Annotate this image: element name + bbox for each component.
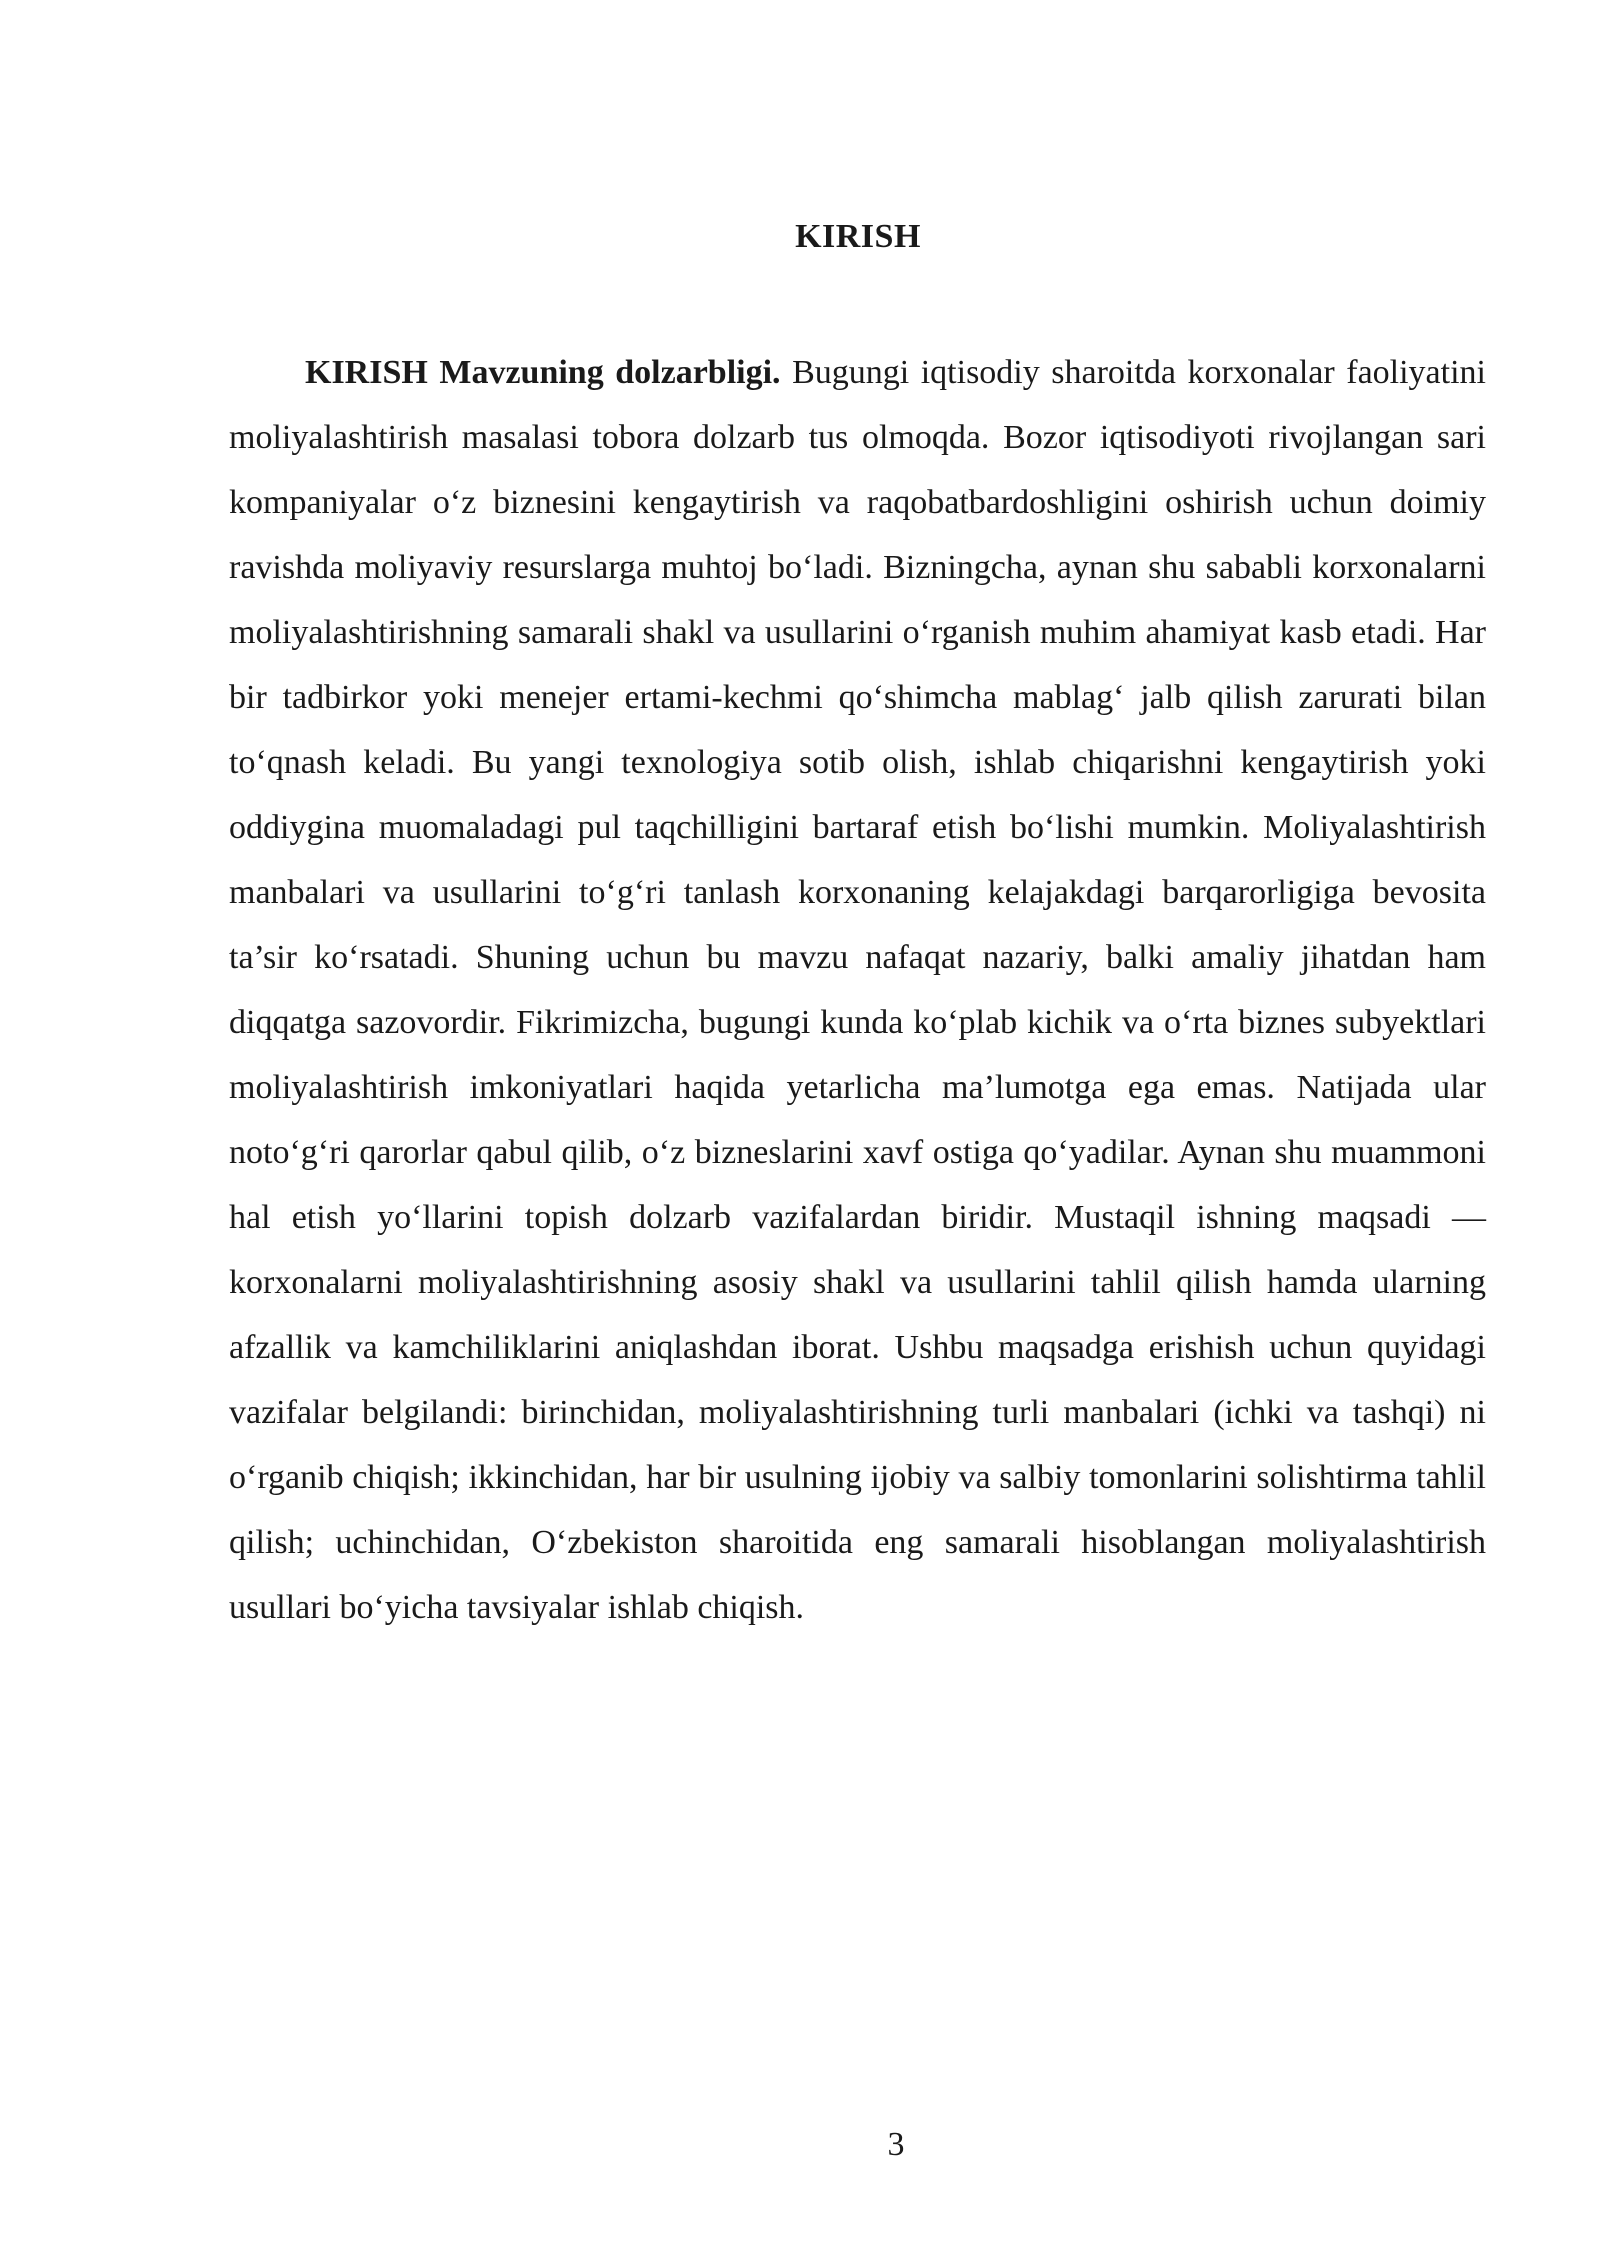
paragraph-text: Bugungi iqtisodiy sharoitda korxonalar faoliyatini moliyalashtirish masalasi tobora dolzarb tus olmoqda. Bozor iqtisodiyoti rivojlangan sari kompaniyalar o‘z biznesini kengaytirish va raqobatbardoshligini oshirish uchun doimiy ravishda moliyaviy resurslarga muhtoj bo‘ladi. Bizningcha, aynan shu sababli korxonalarni moliyalashtirishning samarali shakl va usullarini o‘rganish muhim ahamiyat kasb etadi. Har bir tadbirkor yoki menejer ertami-kechmi qo‘shimcha mablag‘ jalb qilish zarurati bilan to‘qnash keladi. Bu yangi texnologiya sotib olish, ishlab chiqarishni kengaytirish yoki oddiygina muomaladagi pul taqchilligini bartaraf etish bo‘lishi mumkin. Moliyalashtirish manbalari va usullarini to‘g‘ri tanlash korxonaning kelajakdagi barqarorligiga bevosita ta’sir ko‘rsatadi. Shuning uchun bu mavzu nafaqat nazariy, balki amaliy jihatdan ham diqqatga sazovordir. Fikrimizcha, bugungi kunda ko‘plab kichik va o‘rta biznes subyektlari moliyalashtirish imkoniyatlari haqida yetarlicha ma’lumotga ega emas. Natijada ular noto‘g‘ri qarorlar qabul qilib, o‘z bizneslarini xavf ostiga qo‘yadilar. Aynan shu muammoni hal etish yo‘llarini topish dolzarb vazifalardan biridir. Mustaqil ishning maqsadi — korxonalarni moliyalashtirishning asosiy shakl va usullarini tahlil qilish hamda ularning afzallik va kamchiliklarini aniqlashdan iborat. Ushbu maqsadga erishish uchun quyidagi vazifalar belgilandi: birinchidan, moliyalashtirishning turli manbalari (ichki va tashqi) ni o‘rganib chiqish; ikkinchidan, har bir usulning ijobiy va salbiy tomonlarini solishtirma tahlil qilish; uchinchidan, O‘zbekiston sharoitida eng samarali hisoblangan moliyalashtirish usullari bo‘yicha tavsiyalar ishlab chiqish.	[229, 354, 1486, 1626]
body-paragraph	[229, 340, 1486, 1640]
paragraph-lead: KIRISH Mavzuning dolzarbligi.	[305, 354, 781, 391]
section-heading: KIRISH	[795, 218, 921, 255]
page-number: 3	[887, 2126, 905, 2163]
